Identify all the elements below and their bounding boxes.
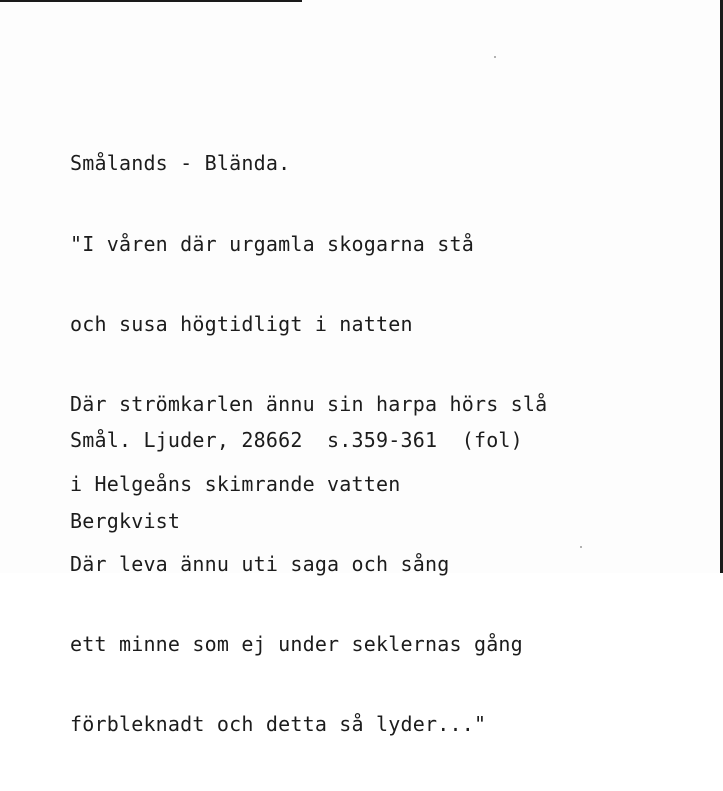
poem-line: förbleknadt och detta så lyder..." bbox=[70, 712, 487, 737]
poem-line: Där strömkarlen ännu sin harpa hörs slå bbox=[70, 391, 548, 416]
paper-speck bbox=[580, 546, 582, 548]
poem-line: och susa högtidligt i natten bbox=[70, 311, 413, 336]
card-top-edge bbox=[0, 0, 302, 2]
paper-speck bbox=[494, 56, 496, 58]
poem-line: i Helgeåns skimrande vatten bbox=[70, 471, 401, 496]
poem-line: Där leva ännu uti saga och sång bbox=[70, 551, 450, 576]
poem-line: ett minne som ej under seklernas gång bbox=[70, 632, 523, 657]
reference-text bbox=[70, 374, 523, 588]
author-line: Bergkvist bbox=[70, 508, 181, 533]
poem-line: "I våren där urgamla skogarna stå bbox=[70, 231, 474, 256]
source-reference-line: Smål. Ljuder, 28662 s.359-361 (fol) bbox=[70, 428, 523, 453]
poem-title-line: Smålands - Blända. bbox=[70, 151, 291, 176]
